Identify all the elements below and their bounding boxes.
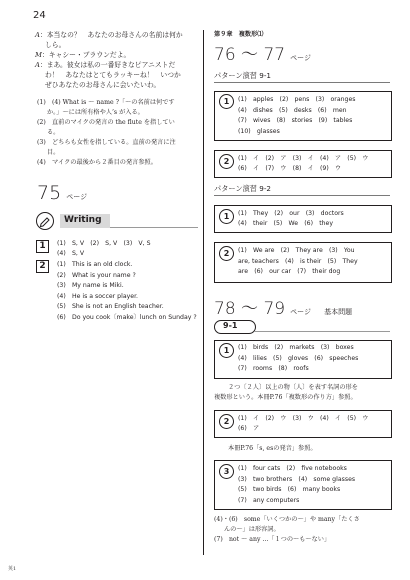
page-heading-suffix: ページ	[290, 308, 312, 316]
box-number-1: 1	[219, 94, 234, 109]
answer-line: are, teachers (4) is their (5) They	[238, 257, 358, 265]
explanation-notes	[37, 98, 200, 168]
box-number-1: 1	[219, 343, 234, 358]
page-heading-78-79	[214, 294, 352, 319]
box-number-3: 3	[219, 464, 234, 479]
dialog-line: ：本当なの？ あなたのお母さんの名前は何か	[39, 31, 183, 39]
dialog-block	[35, 30, 200, 90]
dialog-line: しら。	[45, 41, 66, 49]
pencil-icon	[36, 212, 54, 230]
dialog-speaker: A	[35, 31, 40, 39]
dialog-speaker: M	[35, 51, 42, 59]
answer-line: are (6) our car (7) their dog	[238, 268, 341, 275]
answer-line: (7) rooms (8) roofs	[238, 365, 309, 372]
note-line: (3) どちらも女性を指している。直前の発言に注	[37, 139, 176, 146]
note-line: る。	[47, 129, 60, 136]
note-line: (1) (4) What is ～ name ?「～の名前は何です	[37, 99, 175, 106]
dialog-line: わ！ あなたはとてもラッキーね！ いつか	[45, 71, 181, 79]
answer-line: (6) Do you cook〔make〕lunch on Sunday ?	[57, 313, 197, 321]
box-number-2: 2	[219, 246, 234, 261]
answer-line: (1) We are (2) They are (3) You	[238, 247, 355, 254]
answer-line: (1) This is an old clock.	[57, 261, 133, 268]
dialog-line: ぜひあなたのお母さんに会いたいわ。	[45, 81, 161, 89]
dialog-speaker: A	[35, 61, 40, 69]
section-tag-label: 9-1	[223, 321, 238, 330]
box1-answers	[238, 95, 356, 137]
b1-answers	[238, 343, 358, 375]
answer-line: (6) ア	[238, 425, 260, 432]
answer-line: (5) two birds (6) many books	[238, 486, 341, 493]
dialog-line: ：まあ。彼女は私の一番好きなピアニストだ	[39, 61, 176, 69]
note-line: 複数形という。本冊P.76「複数形の作り方」参照。	[214, 394, 357, 401]
answer-line: (5) She is not an English teacher.	[57, 303, 164, 310]
answer-line: (4) lilies (5) gloves (6) speeches	[238, 354, 359, 362]
answer-line: (1) S, V (2) S, V (3) V, S	[57, 240, 151, 247]
answer-line: (1) イ (2) ウ (3) ウ (4) イ (5) ウ	[238, 415, 369, 422]
answer-line: (1) They (2) our (3) doctors	[238, 210, 344, 217]
page-heading-number: 75	[37, 182, 62, 204]
dialog-line: ：キャシー・ブラウンだよ。	[41, 51, 131, 59]
question-number-2: 2	[36, 260, 49, 273]
answer-line: (4) their (5) We (6) they	[238, 220, 334, 227]
writing-rule	[110, 227, 198, 228]
writing-label: Writing	[64, 215, 102, 225]
box-number-2: 2	[219, 414, 234, 429]
answer-line: (4) dishes (5) desks (6) men	[238, 106, 347, 114]
answer-line: (2) What is your name ?	[57, 271, 136, 279]
note-line: ２つ〔２人〕以上の物〔人〕を表す名詞の形を	[228, 384, 358, 391]
page-heading-75	[37, 182, 87, 204]
page-heading-suffix: ページ	[290, 54, 312, 62]
basic-heading: 基本問題	[324, 308, 353, 316]
note-line: (4) マイクの最後から２番目の発言参照。	[37, 159, 157, 166]
note-line: んの～」は形容詞。	[224, 526, 280, 533]
note-line: (7) not ～ any ...「１つの～も～ない」	[214, 536, 331, 543]
q1-answers	[57, 239, 151, 259]
page-heading-number: 76 ～ 77	[214, 45, 286, 65]
page-number: 24	[33, 10, 46, 21]
box3-answers	[238, 209, 344, 229]
pattern-rule	[214, 82, 390, 83]
chapter-title: 第９章 複数形⑴	[214, 31, 264, 38]
b3-notes	[214, 515, 390, 545]
pattern-heading-9-1: パターン演習 9-1	[214, 71, 272, 80]
box-number-2: 2	[219, 154, 234, 169]
note-line: (4)・(6) some「いくつかの～」や many「たくさ	[214, 516, 360, 523]
page-heading-76-77	[214, 40, 311, 65]
b2-answers	[238, 414, 368, 434]
note-line: 目。	[47, 149, 60, 156]
note-line: (2) 直前のマイクの発言の the flute を指してい	[37, 119, 175, 126]
box4-answers	[238, 246, 358, 278]
q2-answers	[57, 260, 197, 323]
question-number-1: 1	[36, 240, 49, 253]
page-heading-number: 78 ～ 79	[214, 299, 286, 319]
answer-line: (1) イ (2) ア (3) イ (4) ア (5) ウ	[238, 155, 369, 162]
b1-note	[214, 383, 390, 403]
answer-line: (3) two brothers (4) some glasses	[238, 475, 356, 483]
b2-note: 本冊P.76「s, esの発音」参照。	[228, 445, 317, 452]
answer-line: (1) four cats (2) five notebooks	[238, 465, 347, 472]
answer-line: (7) any computers	[238, 496, 300, 504]
pattern-rule	[214, 195, 390, 196]
pattern-heading-9-2: パターン演習 9-2	[214, 184, 272, 193]
box2-answers	[238, 154, 368, 174]
box-number-1: 1	[219, 209, 234, 224]
page-heading-suffix: ページ	[66, 193, 88, 201]
answer-line: (1) apples (2) pens (3) oranges	[238, 96, 356, 103]
answer-line: (6) イ (7) ウ (8) イ (9) ウ	[238, 165, 342, 172]
section-rule	[254, 331, 390, 332]
answer-line: (1) birds (2) markets (3) boxes	[238, 344, 354, 351]
answer-line: (4) He is a soccer player.	[57, 292, 139, 300]
answer-line: (7) wives (8) stories (9) tables	[238, 117, 353, 124]
column-divider	[203, 30, 204, 555]
note-line: か。」～には所有格や人’s が入る。	[47, 109, 144, 116]
answer-line: (3) My name is Miki.	[57, 282, 124, 289]
answer-line: (4) S, V	[57, 250, 85, 257]
b3-answers	[238, 464, 355, 506]
answer-line: (10) glasses	[238, 127, 280, 135]
footer-label: 英1	[8, 566, 17, 572]
